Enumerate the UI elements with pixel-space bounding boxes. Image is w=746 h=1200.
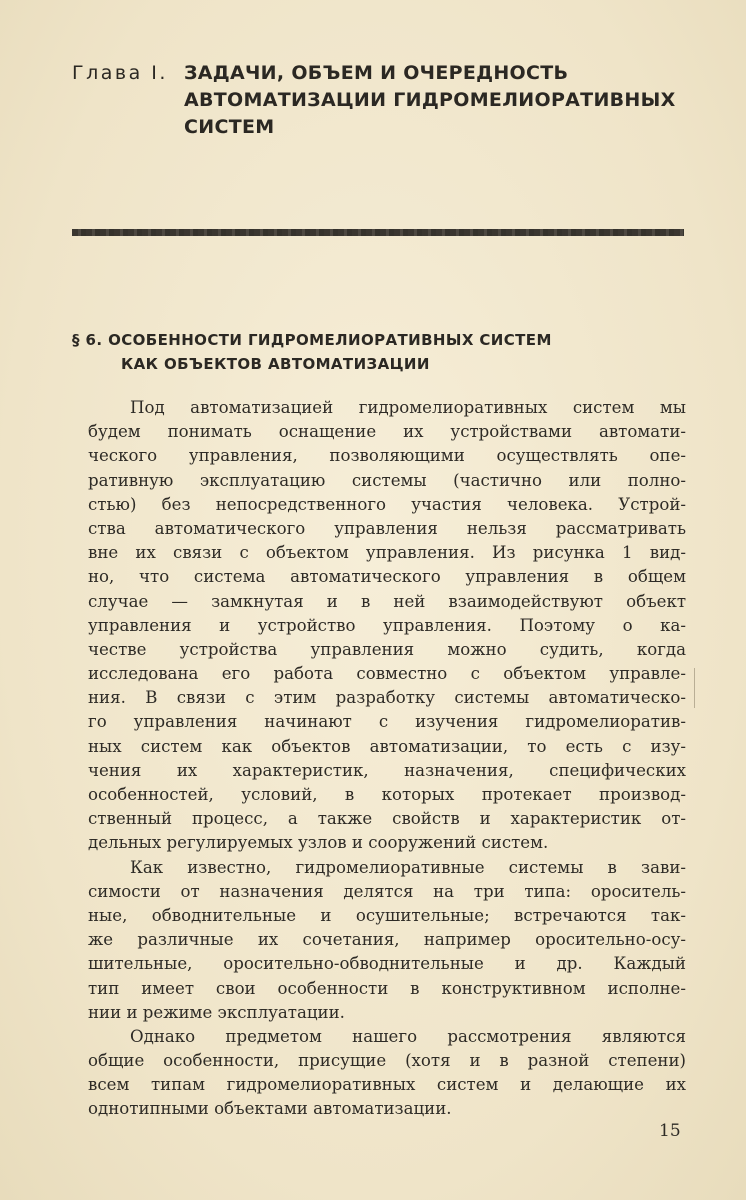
- chapter-title: [184, 60, 704, 141]
- chapter-label: Глава I.: [72, 62, 168, 84]
- body-text: [88, 396, 686, 1122]
- text-line: ственный процесс, а также свойств и характеристик от-: [88, 809, 686, 829]
- text-line: тип имеет свои особенности в конструктивном исполне-: [88, 978, 686, 998]
- paragraph: [88, 1025, 686, 1122]
- paragraph: [88, 396, 686, 856]
- text-line: ства автоматического управления нельзя рассматривать: [88, 518, 686, 538]
- paragraph: [88, 856, 686, 1025]
- text-line: же различные их сочетания, например оросительно-осу-: [88, 930, 686, 950]
- text-line: общие особенности, присущие (хотя и в разной степени): [88, 1051, 686, 1071]
- text-line: управления и устройство управления. Поэтому о ка-: [88, 615, 686, 635]
- margin-mark: [694, 668, 695, 708]
- text-line: дельных регулируемых узлов и сооружений систем.: [88, 833, 549, 853]
- text-line: стью) без непосредственного участия человека. Устрой-: [88, 494, 686, 514]
- text-line: Как известно, гидромелиоративные системы в зави-: [130, 857, 686, 877]
- section-heading: [72, 328, 692, 376]
- decorative-rule: [72, 229, 684, 236]
- text-line: симости от назначения делятся на три типа: ороситель-: [88, 881, 686, 901]
- text-line: ния. В связи с этим разработку системы автоматическо-: [88, 688, 686, 708]
- text-line: Однако предметом нашего рассмотрения являются: [130, 1026, 686, 1046]
- text-line: но, что система автоматического управления в общем: [88, 567, 686, 587]
- page-number: 15: [659, 1121, 681, 1141]
- text-line: чения их характеристик, назначения, специфических: [88, 760, 686, 780]
- text-line: однотипными объектами автоматизации.: [88, 1099, 452, 1119]
- text-line: нии и режиме эксплуатации.: [88, 1002, 345, 1022]
- text-line: вне их связи с объектом управления. Из рисунка 1 вид-: [88, 543, 686, 563]
- text-line: ческого управления, позволяющими осуществлять опе-: [88, 446, 686, 466]
- text-line: шительные, оросительно-обводнительные и др. Каждый: [88, 954, 686, 974]
- text-line: исследована его работа совместно с объектом управле-: [88, 664, 686, 684]
- text-line: ративную эксплуатацию системы (частично или полно-: [88, 470, 686, 490]
- text-line: случае — замкнутая и в ней взаимодействуют объект: [88, 591, 686, 611]
- text-line: го управления начинают с изучения гидромелиоратив-: [88, 712, 686, 732]
- section-heading-line: § 6. ОСОБЕННОСТИ ГИДРОМЕЛИОРАТИВНЫХ СИСТЕМ: [72, 331, 552, 349]
- section-heading-line: КАК ОБЪЕКТОВ АВТОМАТИЗАЦИИ: [121, 355, 430, 373]
- text-line: ные, обводнительные и осушительные; встречаются так-: [88, 905, 686, 925]
- chapter-title-line: АВТОМАТИЗАЦИИ ГИДРОМЕЛИОРАТИВНЫХ: [184, 89, 676, 111]
- text-line: будем понимать оснащение их устройствами автомати-: [88, 422, 686, 442]
- text-line: всем типам гидромелиоративных систем и делающие их: [88, 1075, 686, 1095]
- chapter-title-line: СИСТЕМ: [184, 116, 275, 138]
- text-line: ных систем как объектов автоматизации, то есть с изу-: [88, 736, 686, 756]
- chapter-title-line: ЗАДАЧИ, ОБЪЕМ И ОЧЕРЕДНОСТЬ: [184, 62, 569, 84]
- text-line: Под автоматизацией гидромелиоративных систем мы: [130, 398, 686, 417]
- text-line: честве устройства управления можно судить, когда: [88, 639, 686, 659]
- text-line: особенностей, условий, в которых протекает производ-: [88, 785, 686, 804]
